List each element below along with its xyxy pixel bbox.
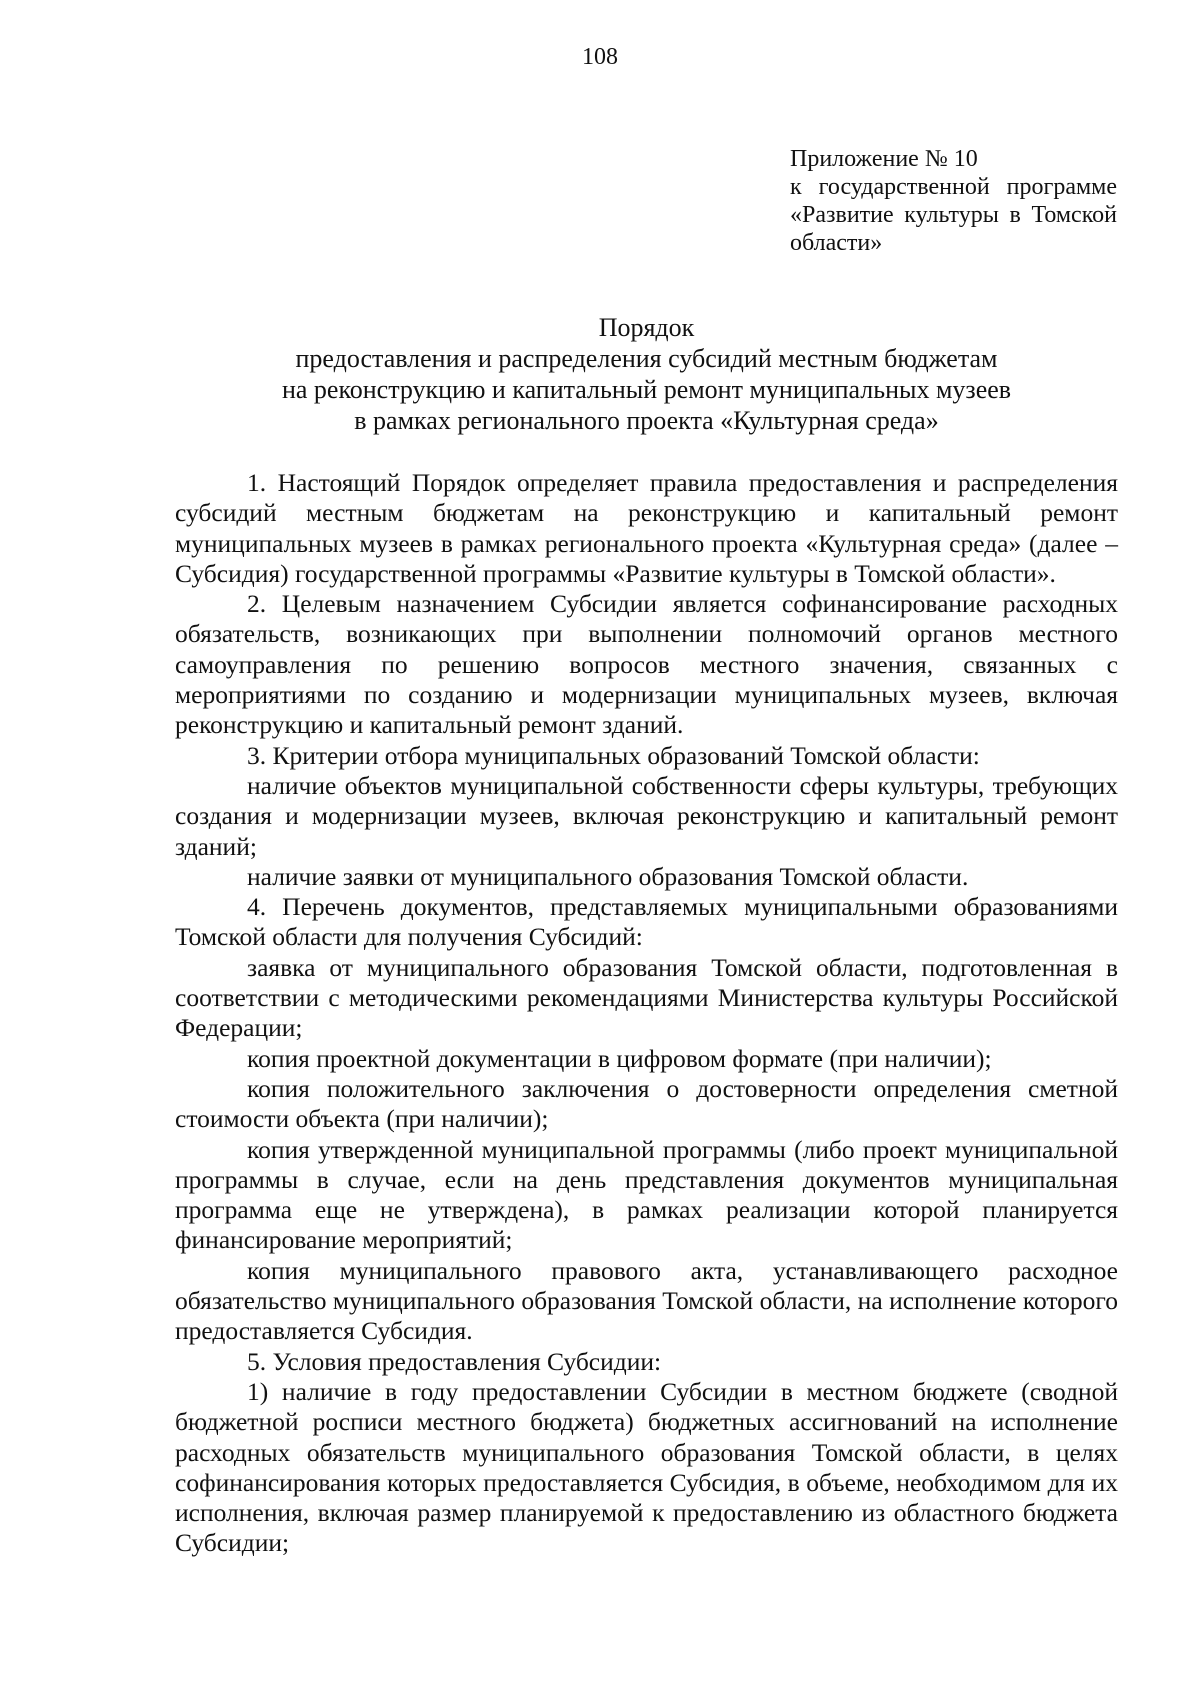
paragraph: 5. Условия предоставления Субсидии: [247,1346,662,1376]
appendix-note [790,145,1117,257]
paragraph: копия проектной документации в цифровом формате (при наличии); [247,1043,992,1073]
appendix-line: «Развитие культуры в Томской [790,202,1117,228]
title-line: предоставления и распределения субсидий местным бюджетам [295,344,998,373]
paragraph: 1) наличие в году предоставлении Субсидии в местном бюджете (сводной бюджетной росписи местного бюджета) бюджетных ассигнований на исполнение расходных обязательств муниципального образования Томской области, в целях софинансирования которых предоставляется Субсидия, в объеме, необходимом для их исполнения, включая размер планируемой к предоставлению из областного бюджета Субсидии; [175,1376,1118,1558]
paragraph: 3. Критерии отбора муниципальных образований Томской области: [247,740,980,770]
document-title [175,312,1118,436]
page-number: 108 [582,44,618,70]
title-line: Порядок [598,313,695,342]
paragraph: 1. Настоящий Порядок определяет правила предоставления и распределения субсидий местным бюджетам на реконструкцию и капитальный ремонт муниципальных музеев в рамках регионального проекта «Культурная среда» (далее – Субсидия) государственной программы «Развитие культуры в Томской области». [175,468,1118,588]
paragraph: копия утвержденной муниципальной программы (либо проект муниципальной программы в случае, если на день представления документов муниципальная программа еще не утверждена), в рамках реализации которой планируется финансирование мероприятий; [175,1134,1118,1255]
paragraph: копия муниципального правового акта, устанавливающего расходное обязательство муниципального образования Томской области, на исполнение которого предоставляется Субсидия. [175,1255,1118,1346]
paragraph: копия положительного заключения о достоверности определения сметной стоимости объекта (при наличии); [175,1073,1118,1134]
paragraph: 2. Целевым назначением Субсидии является софинансирование расходных обязательств, возникающих при выполнении полномочий органов местного самоуправления по решению вопросов местного значения, связанных с мероприятиями по созданию и модернизации муниципальных музеев, включая реконструкцию и капитальный ремонт зданий. [175,589,1118,740]
appendix-line: области» [790,230,883,256]
title-line: на реконструкцию и капитальный ремонт муниципальных музеев [281,375,1012,404]
paragraph: заявка от муниципального образования Томской области, подготовленная в соответствии с методическими рекомендациями Министерства культуры Российской Федерации; [175,952,1118,1043]
paragraph: 4. Перечень документов, представляемых муниципальными образованиями Томской области для получения Субсидий: [175,892,1118,952]
appendix-line: к государственной программе [790,174,1117,200]
paragraph: наличие заявки от муниципального образования Томской области. [247,861,969,891]
paragraph: наличие объектов муниципальной собственности сферы культуры, требующих создания и модернизации музеев, включая реконструкцию и капитальный ремонт зданий; [175,770,1118,861]
document-body [175,468,1118,1559]
appendix-line: Приложение № 10 [790,146,978,172]
title-line: в рамках регионального проекта «Культурная среда» [354,406,939,435]
